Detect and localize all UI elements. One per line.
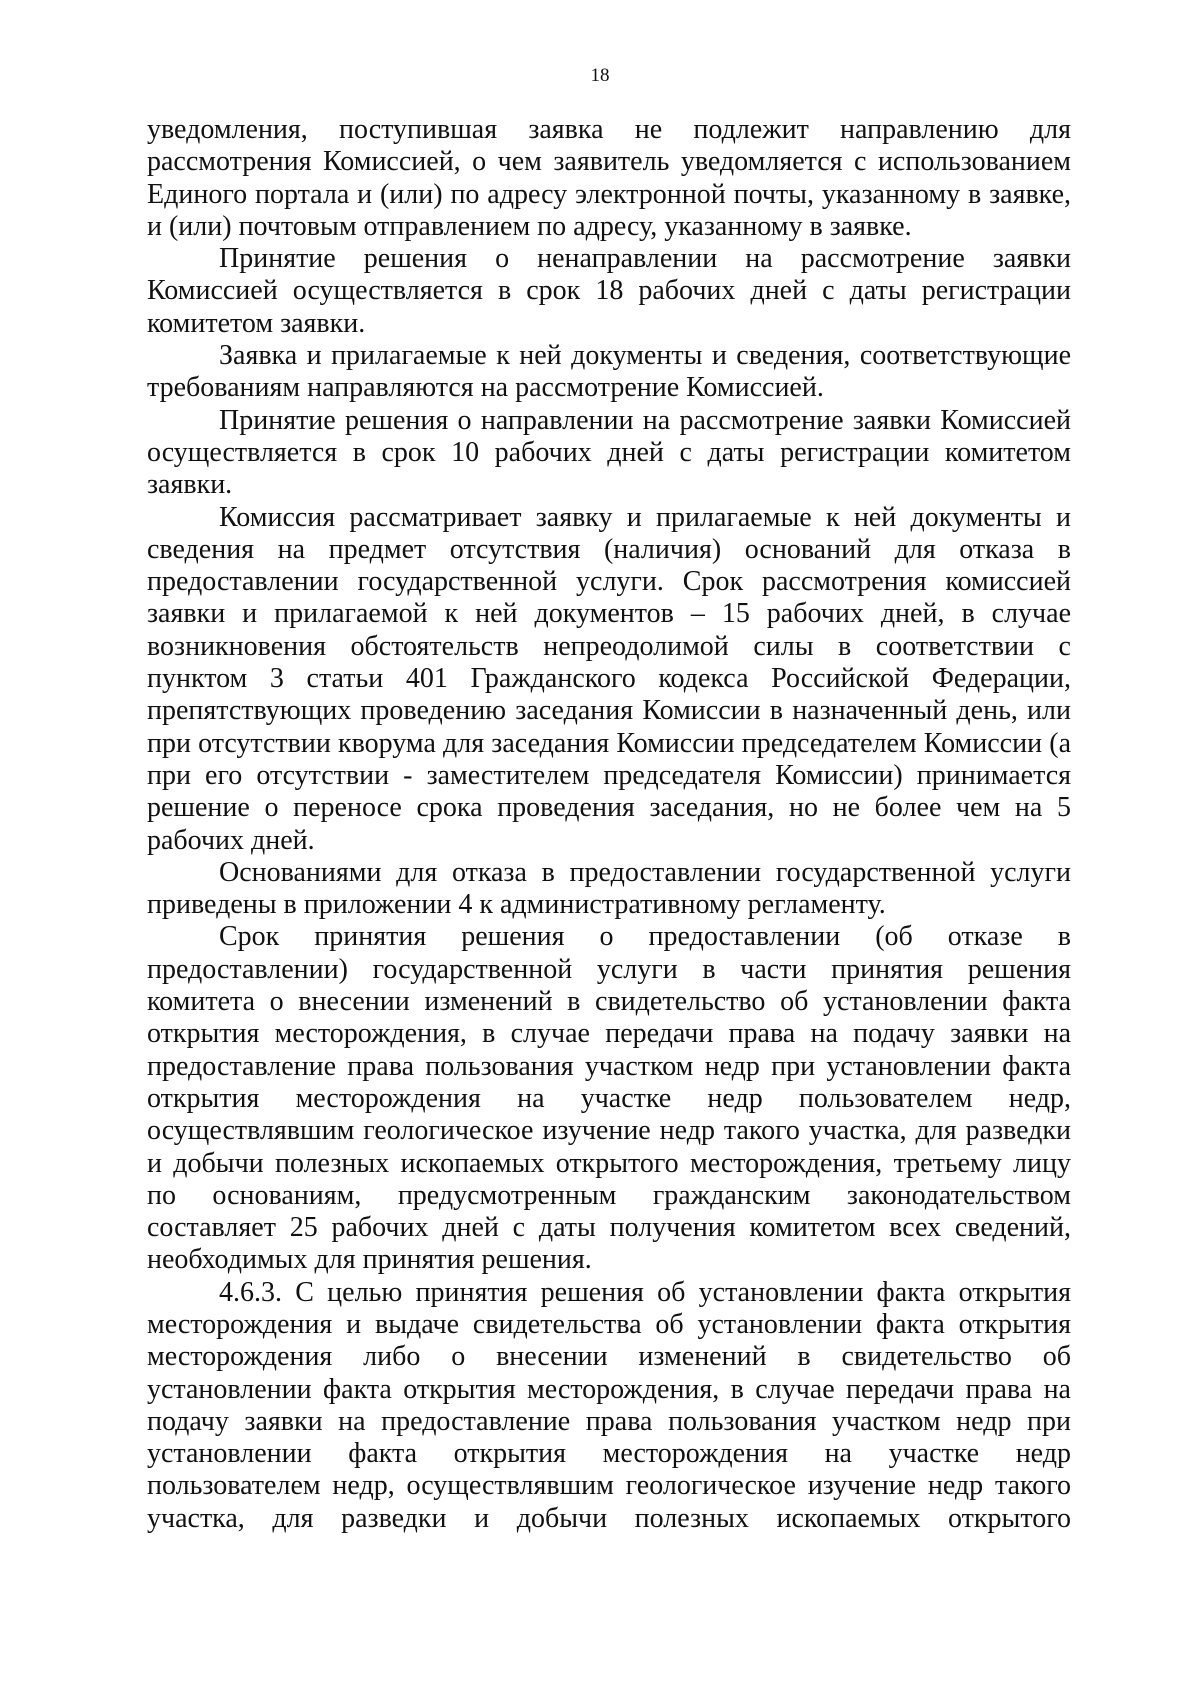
paragraph-1: уведомления, поступившая заявка не подлежит направлению для рассмотрения Комиссией, о чем заявитель уведомляется с использованием Единого портала и (или) по адресу электронной почты, указанному в заявке, и (или) почтовым отправлением по адресу, указанному в заявке.	[147, 114, 1071, 242]
page-number: 18	[590, 65, 610, 86]
paragraph-2: Принятие решения о ненаправлении на рассмотрение заявки Комиссией осуществляется в срок 18 рабочих дней с даты регистрации комитетом заявки.	[147, 243, 1071, 339]
paragraph-3: Заявка и прилагаемые к ней документы и сведения, соответствующие требованиям направляются на рассмотрение Комиссией.	[147, 340, 1071, 404]
paragraph-7: Срок принятия решения о предоставлении (об отказе в предоставлении) государственной услуги в части принятия решения комитета о внесении изменений в свидетельство об установлении факта открытия месторождения, в случае передачи права на подачу заявки на предоставление права пользования участком недр при установлении факта открытия месторождения на участке недр пользователем недр, осуществлявшим геологическое изучение недр такого участка, для разведки и добычи полезных ископаемых открытого месторождения, третьему лицу по основаниям, предусмотренным гражданским законодательством составляет 25 рабочих дней с даты получения комитетом всех сведений, необходимых для принятия решения.	[147, 921, 1071, 1276]
document-body	[147, 114, 1071, 1535]
paragraph-8: 4.6.3. С целью принятия решения об установлении факта открытия месторождения и выдаче свидетельства об установлении факта открытия месторождения либо о внесении изменений в свидетельство об установлении факта открытия месторождения, в случае передачи права на подачу заявки на предоставление права пользования участком недр при установлении факта открытия месторождения на участке недр пользователем недр, осуществлявшим геологическое изучение недр такого участка, для разведки и добычи полезных ископаемых открытого	[147, 1276, 1071, 1534]
paragraph-4: Принятие решения о направлении на рассмотрение заявки Комиссией осуществляется в срок 10 рабочих дней с даты регистрации комитетом заявки.	[147, 404, 1071, 501]
paragraph-6: Основаниями для отказа в предоставлении государственной услуги приведены в приложении 4 к административному регламенту.	[147, 856, 1071, 921]
paragraph-5: Комиссия рассматривает заявку и прилагаемые к ней документы и сведения на предмет отсутствия (наличия) оснований для отказа в предоставлении государственной услуги. Срок рассмотрения комиссией заявки и прилагаемой к ней документов – 15 рабочих дней, в случае возникновения обстоятельств непреодолимой силы в соответствии с пунктом 3 статьи 401 Гражданского кодекса Российской Федерации, препятствующих проведению заседания Комиссии в назначенный день, или при отсутствии кворума для заседания Комиссии председателем Комиссии (а при его отсутствии - заместителем председателя Комиссии) принимается решение о переносе срока проведения заседания, но не более чем на 5 рабочих дней.	[147, 501, 1071, 856]
